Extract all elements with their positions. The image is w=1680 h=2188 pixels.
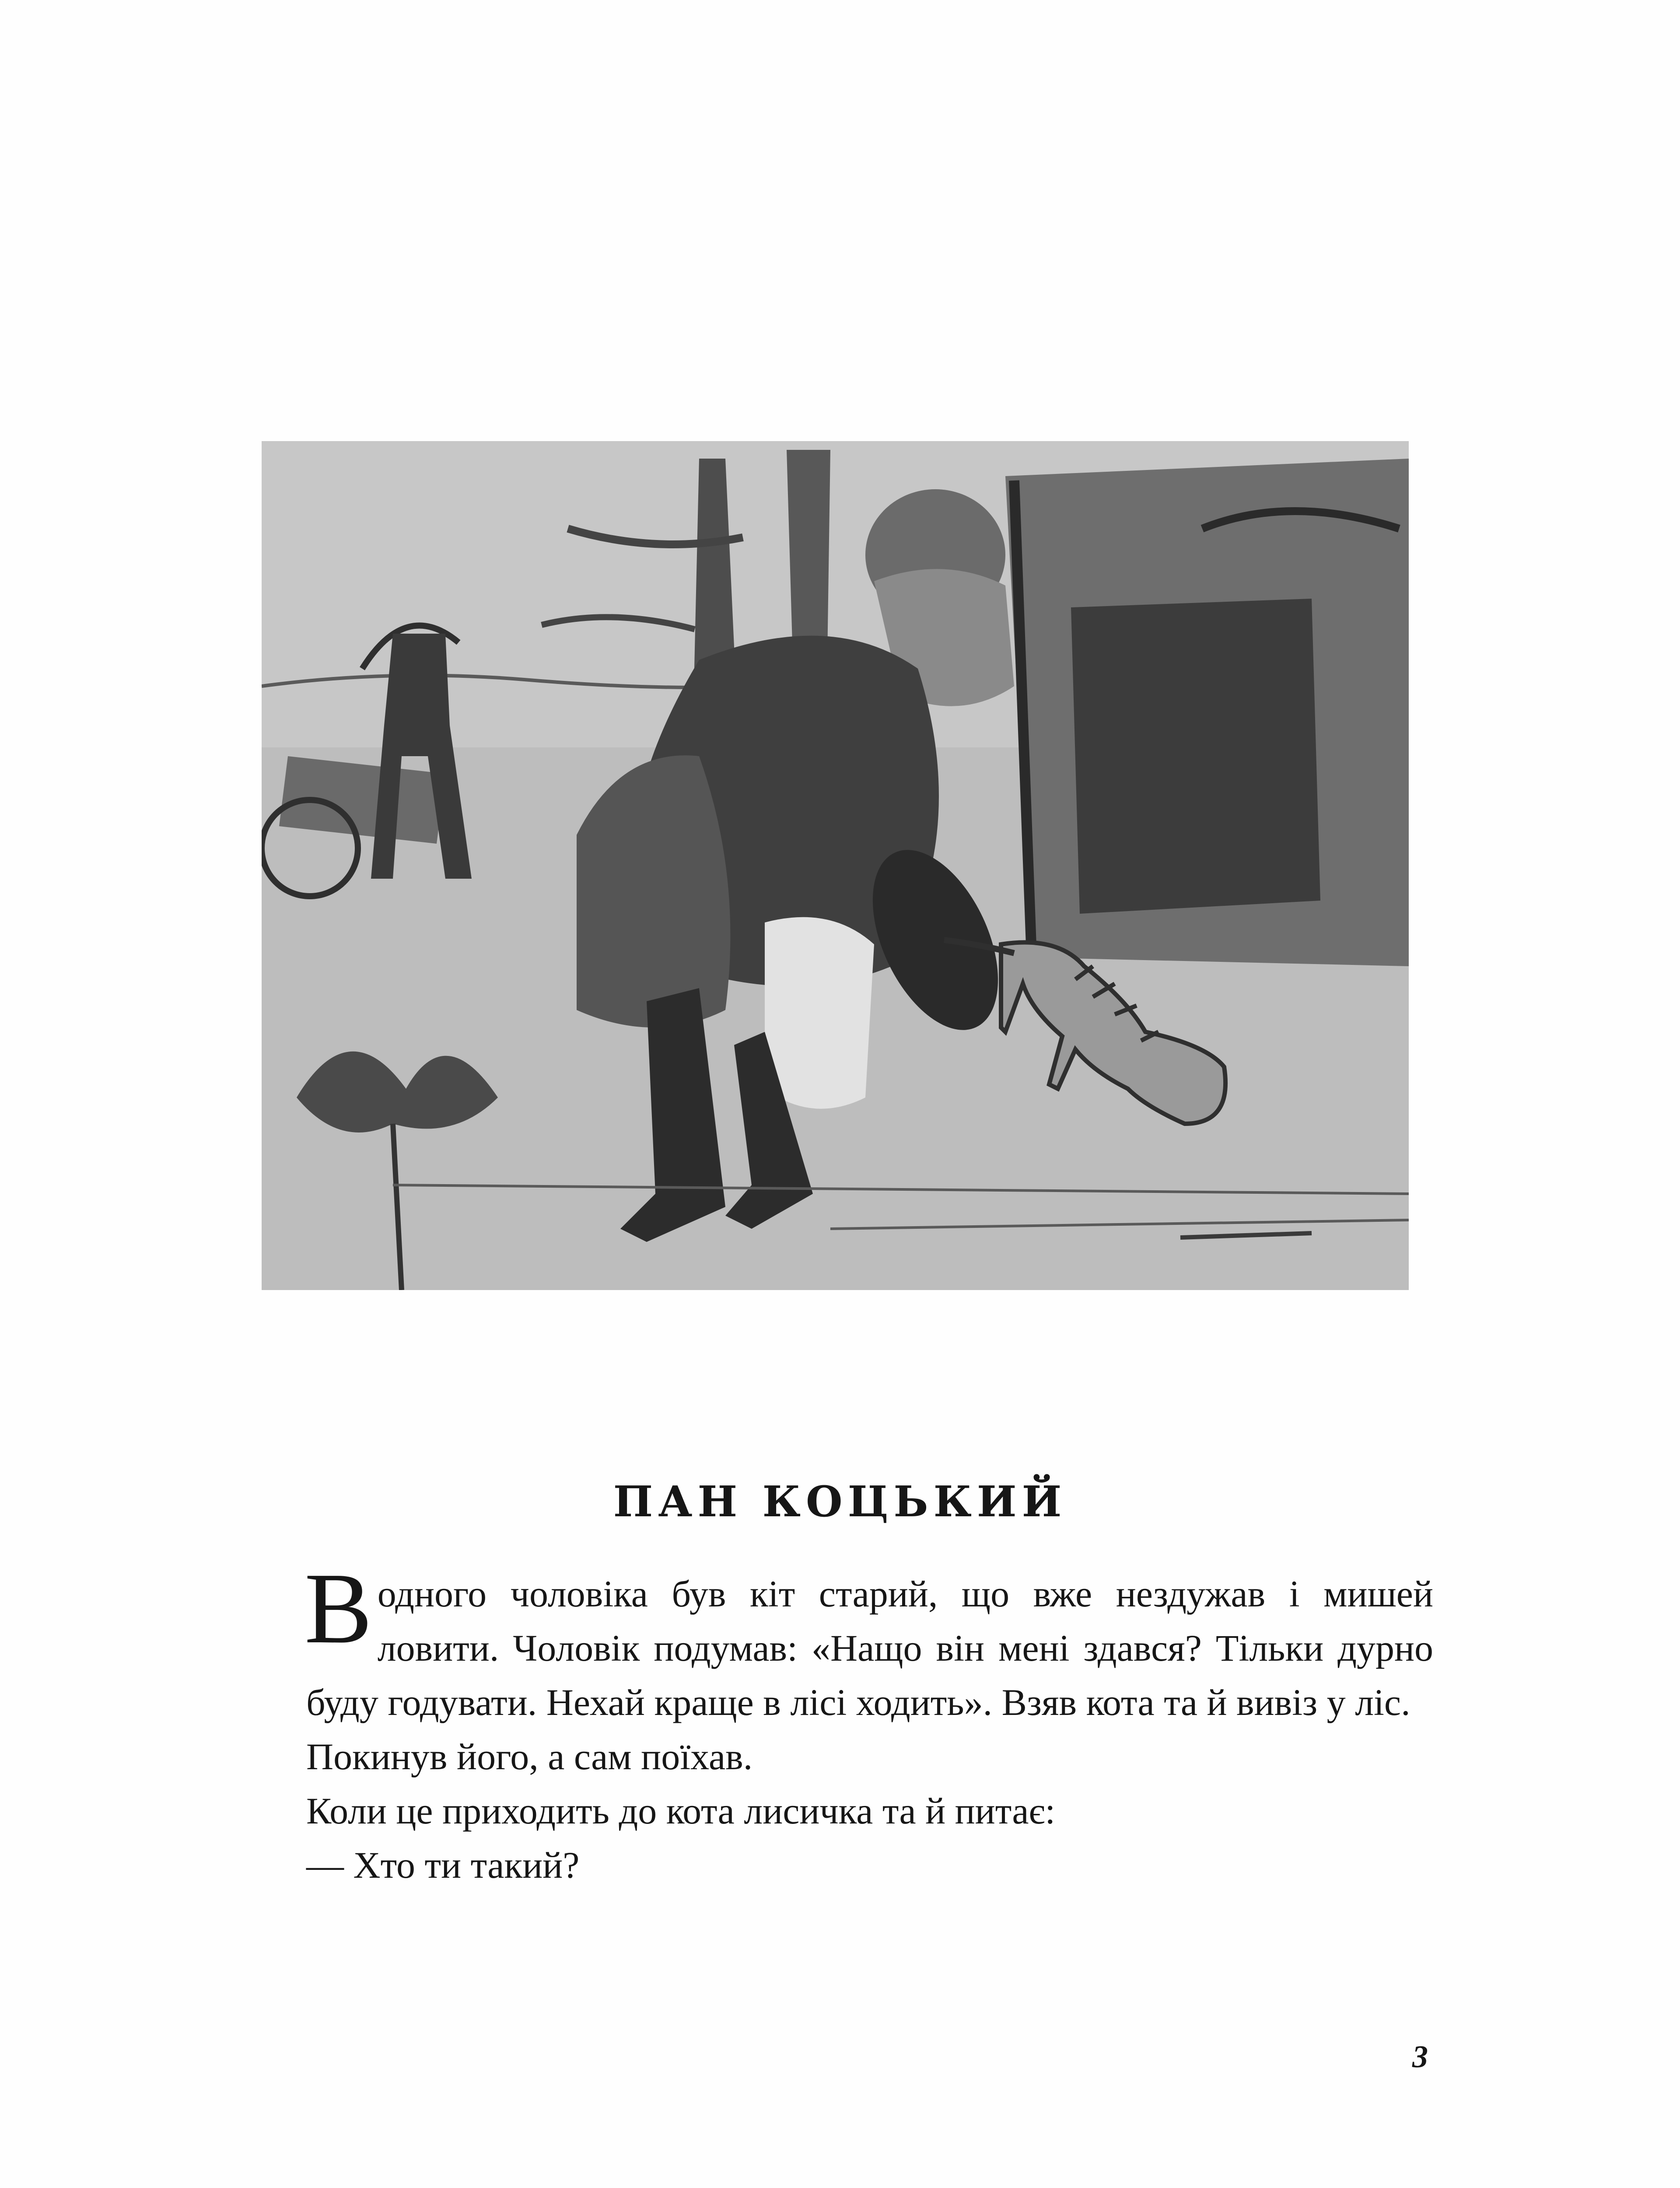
paragraph-2	[306, 1729, 1433, 1784]
paragraph-3-text: Коли це приходить до кота лисичка та й питає:	[306, 1790, 1056, 1832]
drop-cap: В	[304, 1552, 372, 1665]
paragraph-3	[306, 1784, 1433, 1838]
illustration	[262, 441, 1409, 1290]
paragraph-2-text: Покинув його, а сам поїхав.	[306, 1736, 753, 1778]
paragraph-4	[306, 1838, 1433, 1892]
first-paragraph-text: одного чоловіка був кіт старий, що вже нездужав і мишей ловити. Чоловік подумав: «Нащо він мені здався? Тільки дурно буду годувати. Нехай краще в лісі ходить». Взяв кота та й вивіз у ліс.	[306, 1573, 1433, 1723]
paragraph-4-text: — Хто ти такий?	[306, 1844, 580, 1886]
story-text	[304, 1552, 1433, 1892]
illustration-drawing	[262, 441, 1409, 1290]
first-paragraph	[304, 1552, 1433, 1729]
story-title: ПАН КОЦЬКИЙ	[613, 1477, 1067, 1526]
page-number: 3	[1412, 2039, 1428, 2074]
